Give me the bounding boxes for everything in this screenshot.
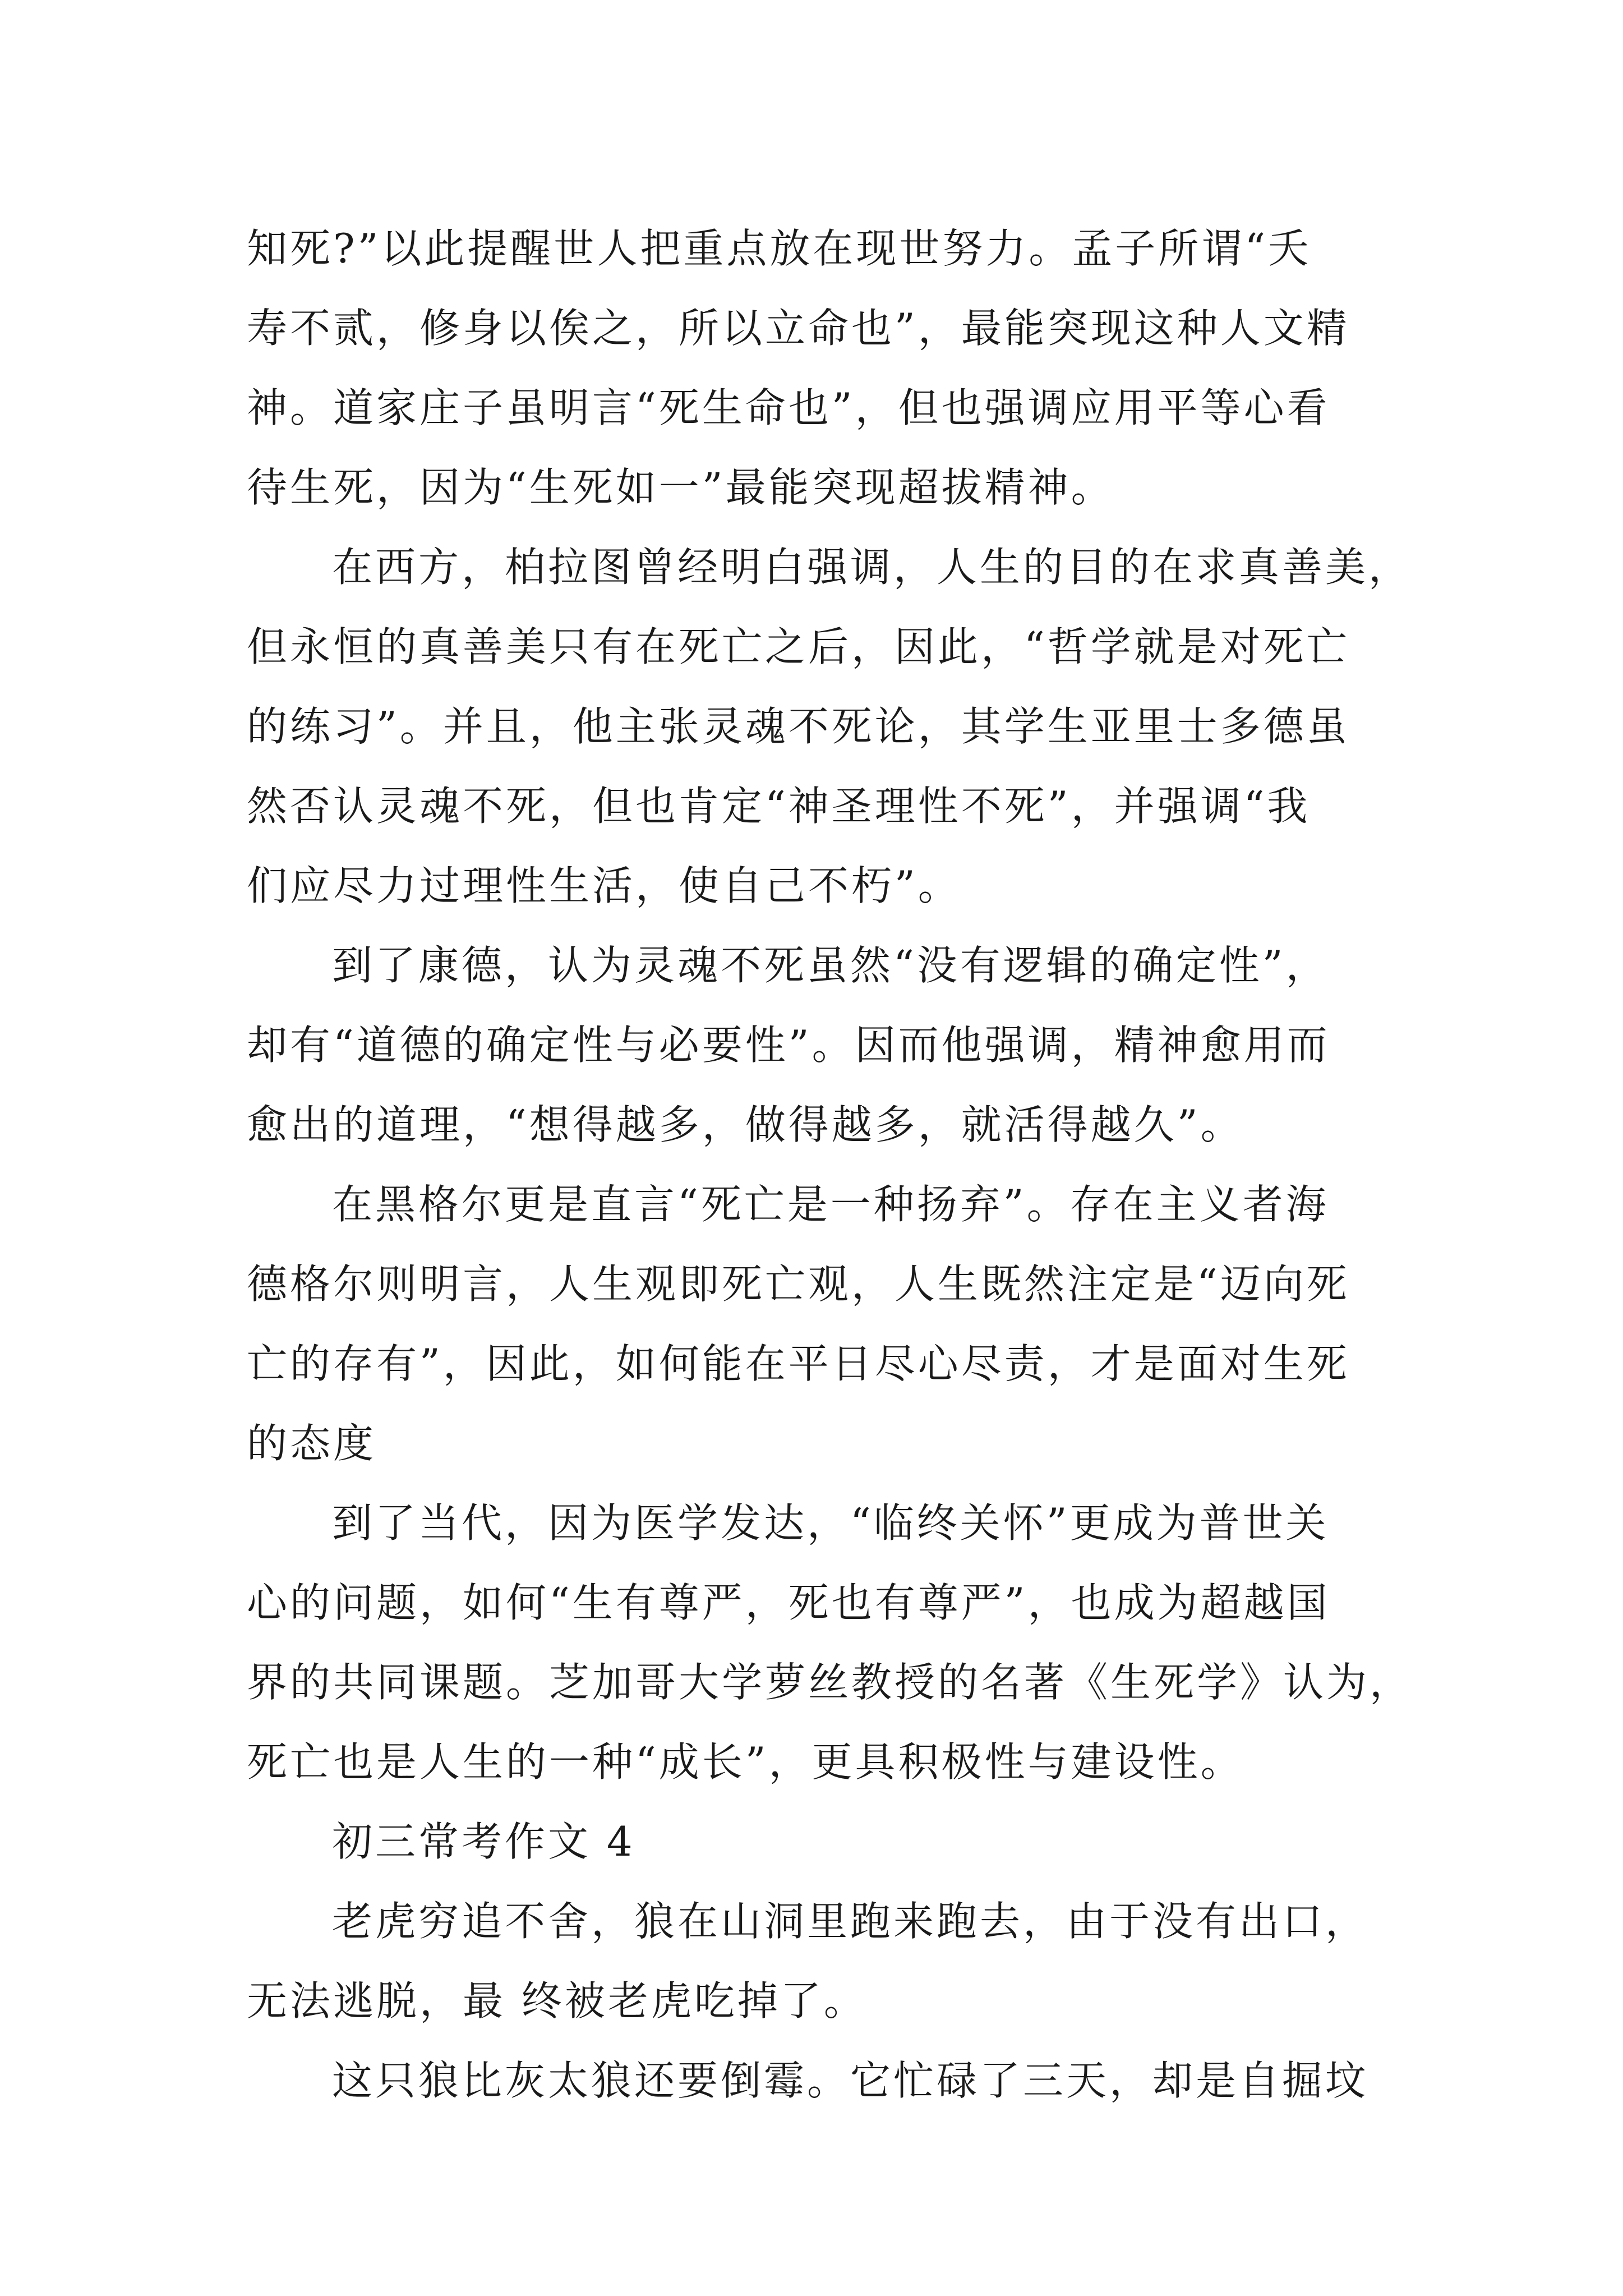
text-line: 然否认灵魂不死，但也肯定“神圣理性不死”，并强调“我 — [247, 783, 1311, 830]
text-line: 但永恒的真善美只有在死亡之后，因此，“哲学就是对死亡 — [247, 623, 1350, 670]
text-line: 心的问题，如何“生有尊严，死也有尊严”，也成为超越国 — [247, 1579, 1330, 1626]
text-line: 知死?”以此提醒世人把重点放在现世努力。孟子所谓“夭 — [247, 225, 1312, 272]
text-line: 界的共同课题。芝加哥大学萝丝教授的名著《生死学》认为， — [247, 1659, 1413, 1706]
text-line: 愈出的道理，“想得越多，做得越多，就活得越久”。 — [247, 1101, 1244, 1148]
text-line: 亡的存有”，因此，如何能在平日尽心尽责，才是面对生死 — [247, 1340, 1350, 1387]
paragraph-first-line: 到了康德，认为灵魂不死虽然“没有逻辑的确定性”， — [332, 942, 1329, 989]
paragraph-first-line: 在黑格尔更是直言“死亡是一种扬弃”。存在主义者海 — [332, 1181, 1329, 1228]
text-line: 寿不贰，修身以俟之，所以立命也”，最能突现这种人文精 — [247, 305, 1350, 352]
text-line: 的练习”。并且，他主张灵魂不死论，其学生亚里士多德虽 — [247, 703, 1350, 750]
text-line: 却有“道德的确定性与必要性”。因而他强调，精神愈用而 — [247, 1022, 1330, 1069]
text-line: 神。道家庄子虽明言“死生命也”，但也强调应用平等心看 — [247, 384, 1330, 431]
text-line: 死亡也是人生的一种“成长”，更具积极性与建设性。 — [247, 1738, 1244, 1786]
text-line: 无法逃脱，最 终被老虎吃掉了。 — [247, 1977, 867, 2024]
text-line: 德格尔则明言，人生观即死亡观，人生既然注定是“迈向死 — [247, 1260, 1350, 1308]
text-line: 们应尽力过理性生活，使自己不朽”。 — [247, 862, 961, 909]
paragraph-first-line: 老虎穷追不舍，狼在山洞里跑来跑去，由于没有出口， — [332, 1898, 1369, 1945]
paragraph-first-line: 到了当代，因为医学发达，“临终关怀”更成为普世关 — [332, 1499, 1329, 1547]
paragraph-first-line: 在西方，柏拉图曾经明白强调，人生的目的在求真善美， — [332, 544, 1412, 591]
text-line: 待生死，因为“生死如一”最能突现超拔精神。 — [247, 464, 1114, 511]
text-line: 的态度 — [247, 1420, 377, 1467]
paragraph-first-line: 这只狼比灰太狼还要倒霉。它忙碌了三天，却是自掘坟 — [332, 2057, 1369, 2104]
section-heading: 初三常考作文 4 — [332, 1818, 635, 1865]
body-text — [247, 209, 1413, 2120]
